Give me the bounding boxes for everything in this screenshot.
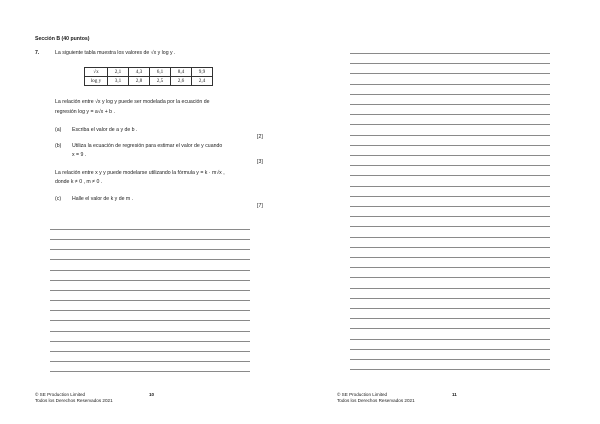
answer-line xyxy=(350,114,550,115)
answer-line xyxy=(350,145,550,146)
answer-line xyxy=(350,308,550,309)
answer-line xyxy=(350,369,550,370)
table-cell: 9,9 xyxy=(192,68,213,77)
part-b-marks: [3] xyxy=(257,159,263,165)
part-a-label: (a) xyxy=(55,127,62,133)
page-number: 11 xyxy=(452,392,457,397)
answer-line xyxy=(50,270,250,271)
answer-line xyxy=(50,331,250,332)
table-cell: 2,6 xyxy=(171,77,192,86)
answer-line xyxy=(350,318,550,319)
answer-line xyxy=(350,53,550,54)
answer-line xyxy=(350,216,550,217)
answer-line xyxy=(350,349,550,350)
answer-line xyxy=(350,298,550,299)
answer-line xyxy=(50,361,250,362)
answer-line xyxy=(350,135,550,136)
answer-line xyxy=(350,196,550,197)
table-row xyxy=(85,68,213,77)
table-cell: 4,3 xyxy=(129,68,150,77)
footer-copyright: © SE Production Limited xyxy=(35,392,86,397)
table-header-cell: √x xyxy=(85,68,108,77)
part-b-label: (b) xyxy=(55,143,62,149)
table-row xyxy=(85,77,213,86)
answer-line xyxy=(50,229,250,230)
answer-line xyxy=(50,239,250,240)
relation2-text-line1: La relación entre x y y puede modelarse utilizando la fórmula y = k · m√x , xyxy=(55,170,225,176)
answer-line xyxy=(350,267,550,268)
part-a-text: Escriba el valor de a y de b . xyxy=(72,127,138,133)
answer-line xyxy=(350,165,550,166)
part-c-text: Halle el valor de k y de m . xyxy=(72,196,134,202)
table-cell: 2,8 xyxy=(129,77,150,86)
answer-line xyxy=(50,351,250,352)
table-header-cell: log y xyxy=(85,77,108,86)
answer-line xyxy=(350,175,550,176)
table-cell: 2,4 xyxy=(192,77,213,86)
answer-line xyxy=(350,206,550,207)
answer-line xyxy=(350,226,550,227)
answer-line xyxy=(50,320,250,321)
table-cell: 8,4 xyxy=(171,68,192,77)
answer-line xyxy=(350,186,550,187)
answer-line xyxy=(50,300,250,301)
answer-line xyxy=(350,84,550,85)
part-c-label: (c) xyxy=(55,196,62,202)
answer-line xyxy=(50,371,250,372)
question-number: 7. xyxy=(35,50,40,56)
part-b-text-line2: x = 9 . xyxy=(72,152,87,158)
page-number: 10 xyxy=(149,392,155,397)
part-c-marks: [7] xyxy=(257,203,263,209)
answer-line xyxy=(350,277,550,278)
answer-line xyxy=(350,247,550,248)
answer-line xyxy=(350,73,550,74)
answer-line xyxy=(350,63,550,64)
answer-line xyxy=(350,328,550,329)
footer-copyright: © SE Production Limited xyxy=(337,392,388,397)
answer-line xyxy=(50,259,250,260)
table-cell: 2,1 xyxy=(108,68,129,77)
table-cell: 6,1 xyxy=(150,68,171,77)
answer-line xyxy=(350,104,550,105)
answer-line xyxy=(50,249,250,250)
relation2-text-line2: donde k ≠ 0 , m ≠ 0 . xyxy=(55,179,103,185)
answer-line xyxy=(350,124,550,125)
question-intro: La siguiente tabla muestra los valores de √x y log y . xyxy=(55,50,176,56)
answer-line xyxy=(350,257,550,258)
answer-line xyxy=(50,341,250,342)
right-page xyxy=(300,0,600,424)
answer-line xyxy=(50,290,250,291)
answer-line xyxy=(50,280,250,281)
table-cell: 2,5 xyxy=(150,77,171,86)
answer-line xyxy=(350,237,550,238)
values-table xyxy=(84,67,213,86)
answer-line xyxy=(350,359,550,360)
table-cell: 3,1 xyxy=(108,77,129,86)
answer-line xyxy=(350,94,550,95)
footer-rights: Todos los Derechos Reservados 2021 xyxy=(35,398,113,403)
answer-line xyxy=(350,339,550,340)
answer-line xyxy=(350,155,550,156)
part-a-marks: [2] xyxy=(257,134,263,140)
relation-text-line1: La relación entre √x y log y puede ser modelada por la ecuación de xyxy=(55,99,210,105)
part-b-text-line1: Utiliza la ecuación de regresión para estimar el valor de y cuando xyxy=(72,143,223,149)
answer-line xyxy=(50,310,250,311)
answer-line xyxy=(350,288,550,289)
section-title: Sección B (40 puntos) xyxy=(35,36,90,42)
footer-rights: Todos los Derechos Reservados 2021 xyxy=(337,398,415,403)
relation-text-line2: regresión log y = a√x + b . xyxy=(55,109,115,115)
